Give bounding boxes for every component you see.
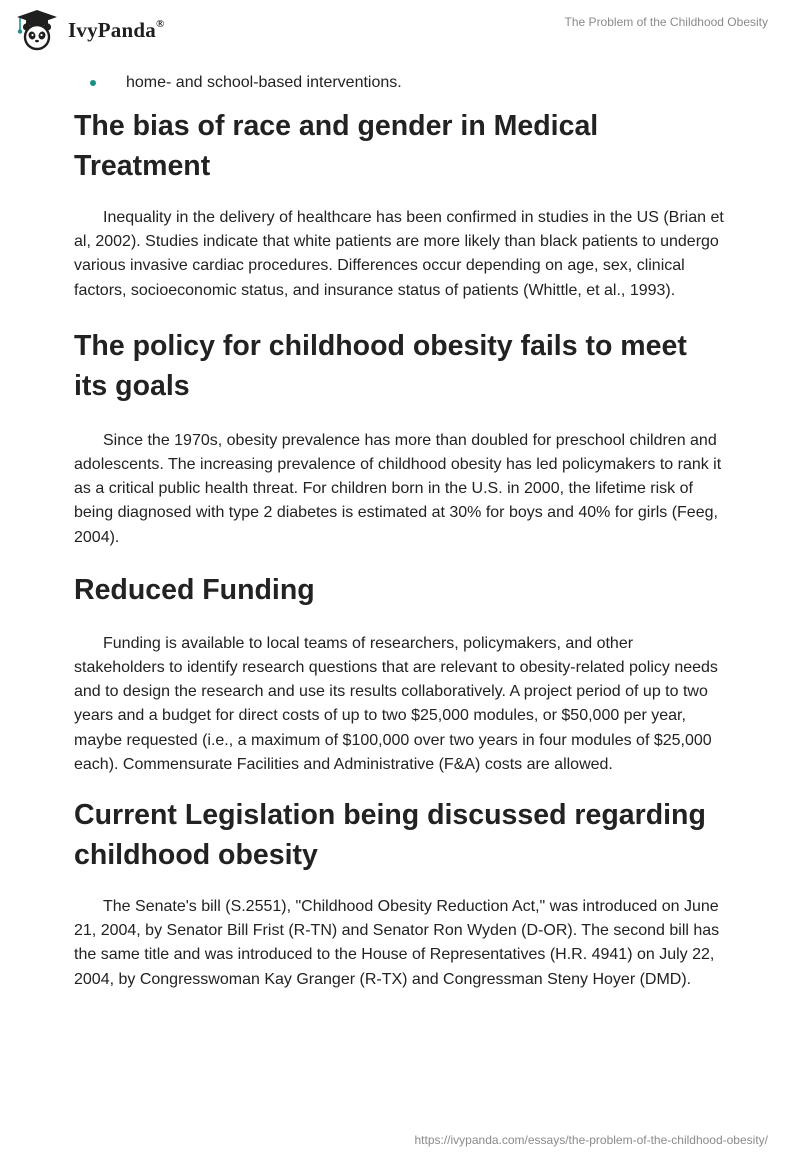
- registered-mark: ®: [155, 17, 165, 30]
- section-heading-bias: The bias of race and gender in Medical Treatment: [74, 110, 599, 182]
- section-paragraph-legislation: The Senate's bill (S.2551), "Childhood Obesity Reduction Act," was introduced on June 21, 2004, by Senator Bill Frist (R-TN) and Senator Ron Wyden (D-OR). The second bill has the same title and was introduced to the House of Representatives (H.R. 4941) on July 22, 2004, by Congresswoman Kay Granger (R-TX) and Congressman Steny Hoyer (DMD).: [74, 898, 720, 988]
- document-title: The Problem of the Childhood Obesity: [564, 15, 768, 29]
- section-heading-policy: The policy for childhood obesity fails to meet its goals: [74, 329, 687, 402]
- essay-content: [74, 68, 726, 992]
- section-heading-funding: Reduced Funding: [74, 573, 315, 606]
- source-url[interactable]: https://ivypanda.com/essays/the-problem-of-the-childhood-obesity/: [414, 1133, 768, 1147]
- logo-wordmark: [68, 18, 164, 43]
- section-paragraph-policy: Since the 1970s, obesity prevalence has more than doubled for preschool children and adolescents. The increasing prevalence of childhood obesity has led policymakers to rank it as a critical public health threat. For children born in the U.S. in 2000, the lifetime risk of being diagnosed with type 2 diabetes is estimated at 30% for boys and 40% for girls (Feeg, 2004).: [74, 431, 722, 546]
- list-item-text: home- and school-based interventions.: [126, 74, 402, 91]
- section-paragraph-funding: Funding is available to local teams of researchers, policymakers, and other stakeholders to identify research questions that are relevant to obesity-related policy needs and to design the research and use its results collaboratively. A project period of up to two years and a budget for direct costs of up to two $25,000 modules, or $50,000 per year, maybe requested (i.e., a maximum of $100,000 over two years in four modules of $25,000 each). Commensurate Facilities and Administrative (F&A) costs are allowed.: [74, 634, 718, 773]
- ivypanda-logo[interactable]: [14, 8, 164, 52]
- section-paragraph-bias: Inequality in the delivery of healthcare has been confirmed in studies in the US (Brian et al, 2002). Studies indicate that white patients are more likely than black patients to undergo various invasive cardiac procedures. Differences occur depending on age, sex, clinical factors, socioeconomic status, and insurance status of patients (Whittle, et al., 1993).: [74, 209, 724, 299]
- section-heading-legislation: Current Legislation being discussed regarding childhood obesity: [74, 799, 706, 872]
- logo-name: IvyPanda: [68, 17, 156, 42]
- list-item: [74, 70, 726, 96]
- bullet-icon: [90, 80, 96, 86]
- panda-graduate-icon: [14, 8, 60, 52]
